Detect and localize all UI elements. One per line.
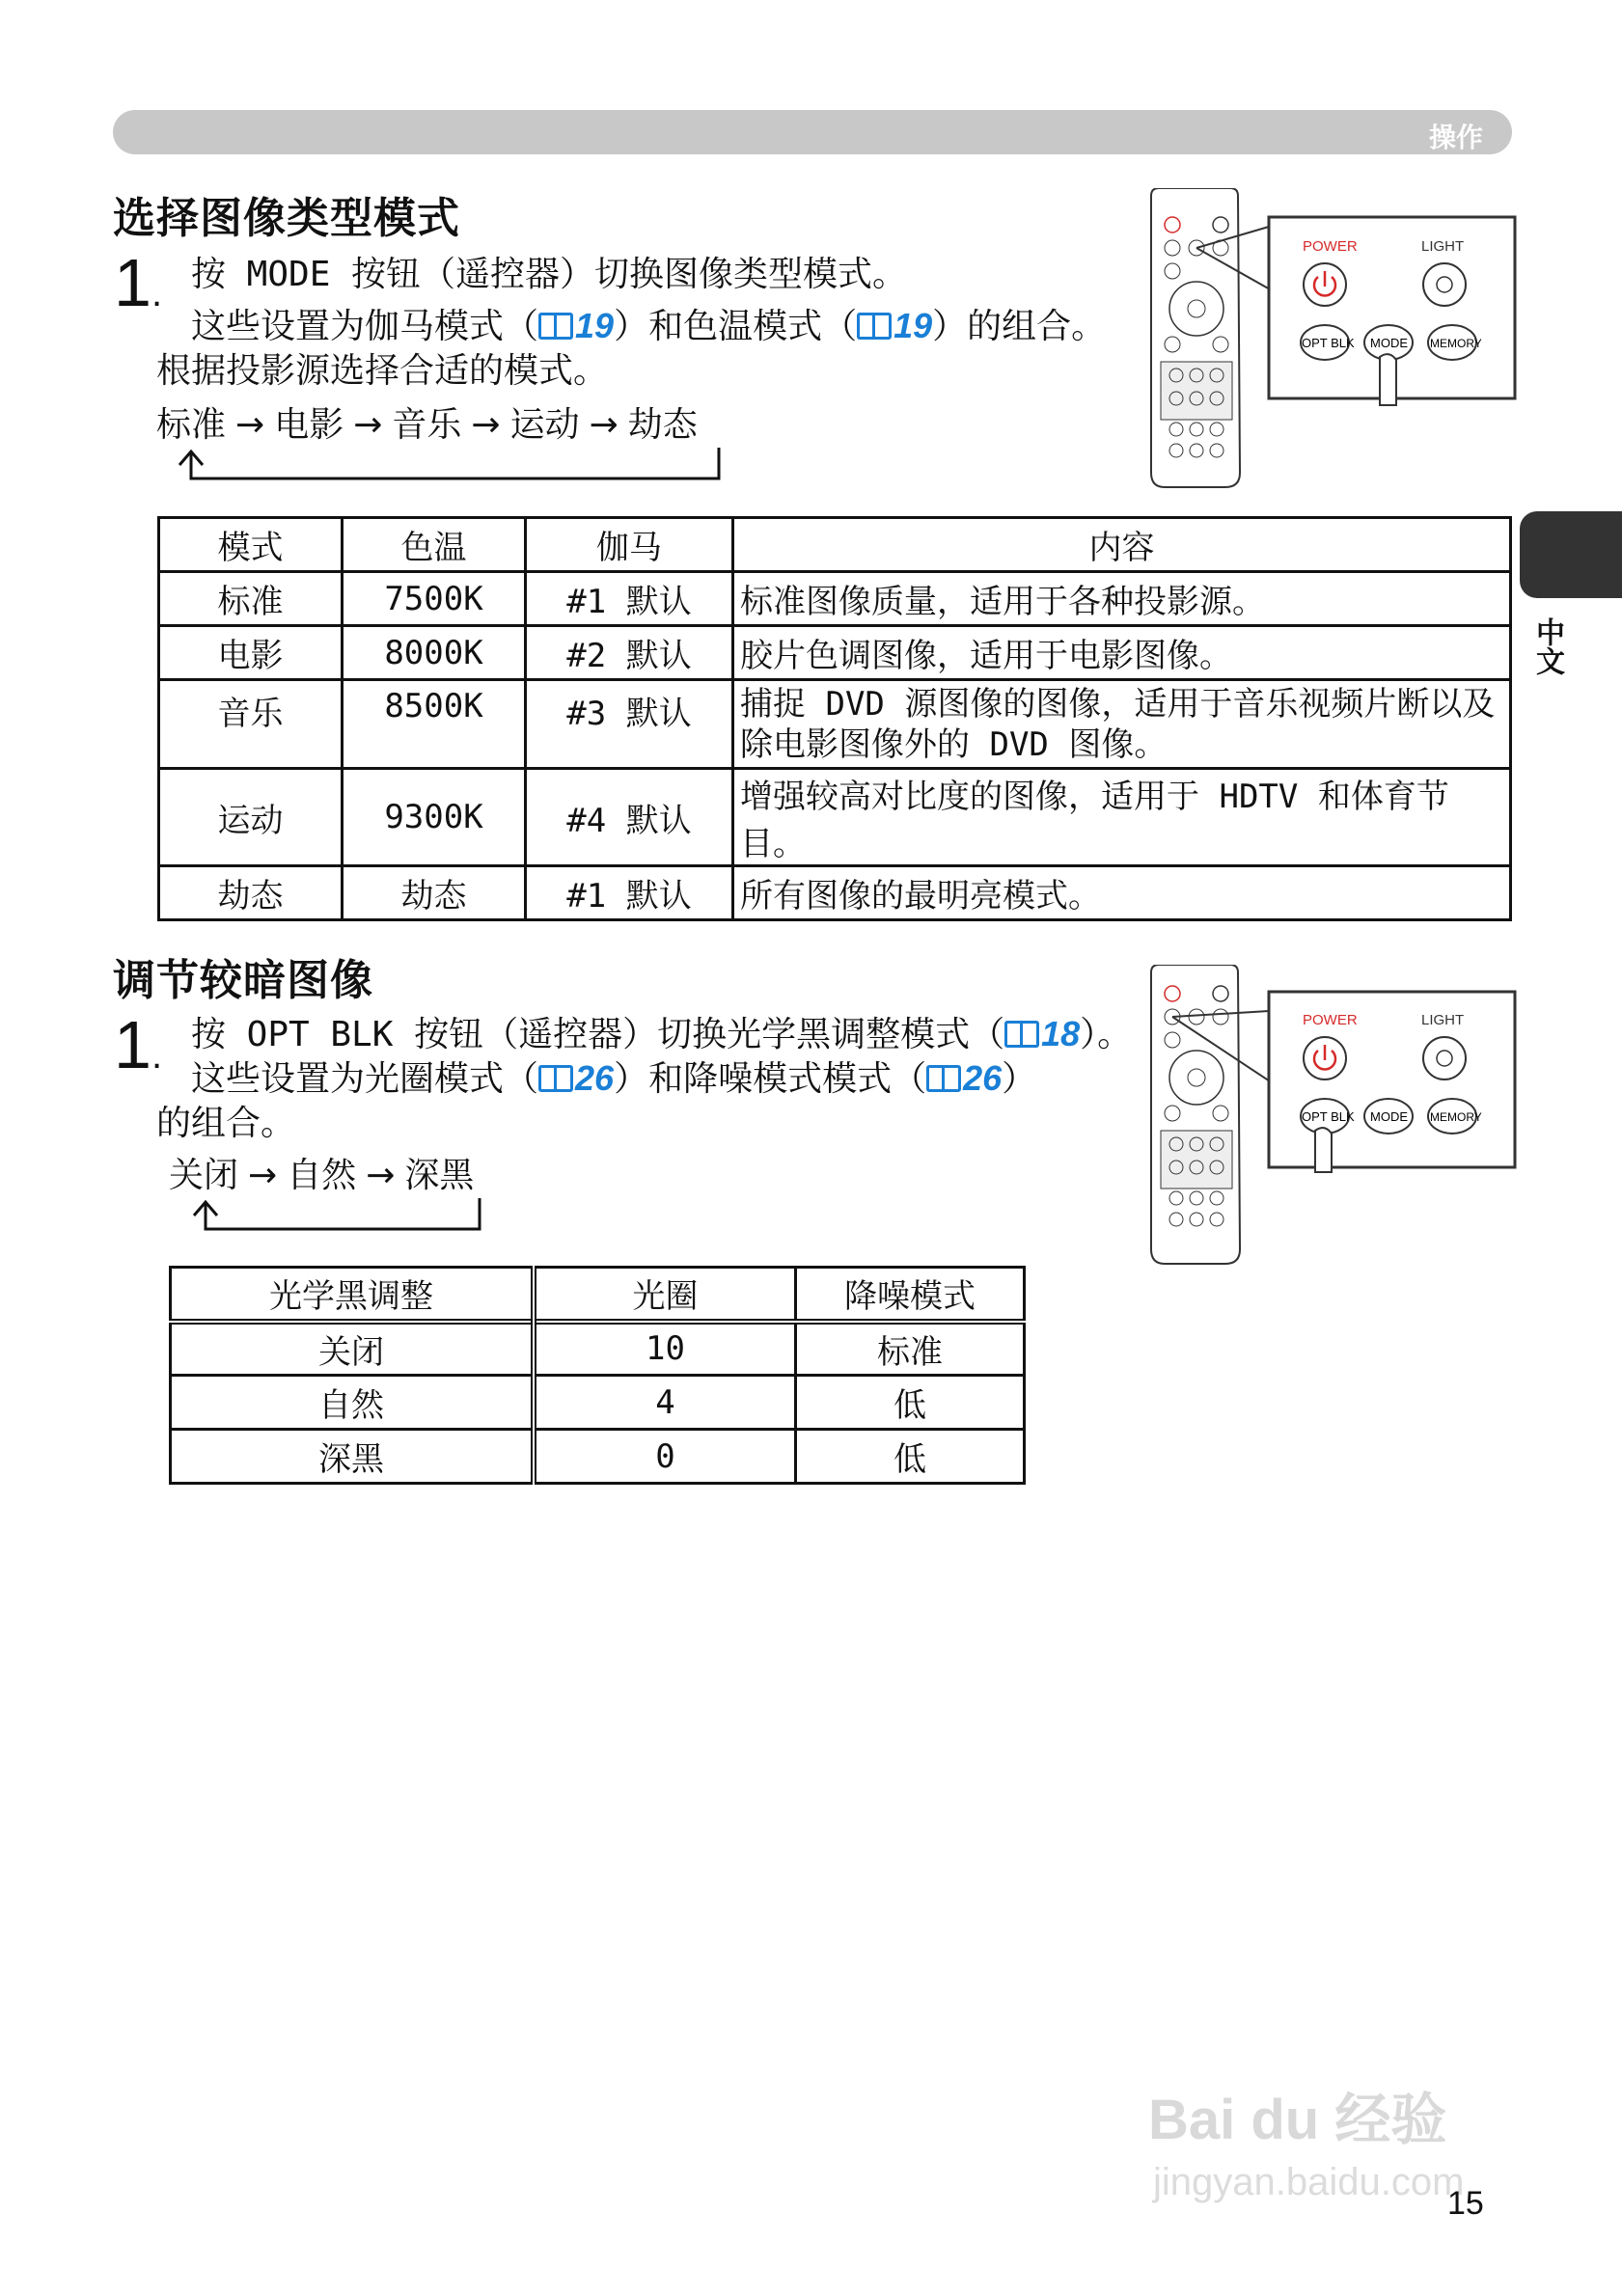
cycle-return-arrow-icon xyxy=(174,446,724,486)
table-cell: 标准 xyxy=(796,1322,1025,1376)
arrow-right-icon: → xyxy=(471,405,501,445)
section1-line2: 这些设置为伽马模式（ 19）和色温模式（ 19）的组合。 xyxy=(191,306,1107,346)
table-cell: 胶片色调图像，适用于电影图像。 xyxy=(733,626,1511,680)
table-row xyxy=(159,572,1511,626)
table-cell: 8000K xyxy=(343,626,526,680)
table-cell: #1 默认 xyxy=(526,572,733,626)
remote-control-icon xyxy=(1151,965,1240,1264)
table-row xyxy=(171,1322,1025,1376)
book-icon xyxy=(1004,1021,1039,1048)
table-cell: #4 默认 xyxy=(526,769,733,866)
sequence-item: 关闭 xyxy=(169,1156,239,1195)
section2-title: 调节较暗图像 xyxy=(113,956,373,1005)
section1-step-number: 1. xyxy=(114,245,163,320)
table-cell: 运动 xyxy=(159,769,343,866)
remote-illustration-mode xyxy=(1143,188,1520,497)
section2-step-number: 1. xyxy=(114,1007,163,1082)
table-cell: 标准图像质量，适用于各种投影源。 xyxy=(733,572,1511,626)
sequence-item: 标准 xyxy=(156,405,227,445)
sequence-item: 劫态 xyxy=(627,405,698,445)
remote-closeup-panel xyxy=(1269,992,1515,1172)
remote-closeup-panel xyxy=(1269,217,1515,405)
book-icon xyxy=(538,1065,573,1092)
memory-label: MEMORY xyxy=(1430,1110,1482,1124)
mode-label: MODE xyxy=(1370,336,1408,350)
section1-title: 选择图像类型模式 xyxy=(113,194,460,243)
table-row xyxy=(159,769,1511,866)
header-label: 操作 xyxy=(1428,122,1483,153)
table-cell: 电影 xyxy=(159,626,343,680)
section2-sequence xyxy=(169,1148,474,1197)
book-icon xyxy=(926,1065,961,1092)
remote-control-icon xyxy=(1151,188,1240,487)
table-header-row xyxy=(171,1268,1025,1322)
table-cell: 10 xyxy=(534,1322,796,1376)
page-ref-link[interactable]: 19 xyxy=(893,306,933,345)
book-icon xyxy=(857,313,892,340)
page-number: 15 xyxy=(1447,2185,1484,2222)
arrow-right-icon: → xyxy=(248,1156,278,1195)
table-cell: 关闭 xyxy=(171,1322,535,1376)
table-header: 伽马 xyxy=(526,518,733,572)
table-header: 光圈 xyxy=(534,1268,796,1322)
book-icon xyxy=(538,313,573,340)
table-cell: 劫态 xyxy=(343,866,526,920)
section1-line1: 按 MODE 按钮（遥控器）切换图像类型模式。 xyxy=(191,255,908,294)
section2-line3: 的组合。 xyxy=(156,1104,296,1143)
table-cell: 7500K xyxy=(343,572,526,626)
memory-label: MEMORY xyxy=(1430,337,1482,350)
section2-line1: 按 OPT BLK 按钮（遥控器）切换光学黑调整模式（ 18）。 xyxy=(191,1014,1133,1054)
arrow-right-icon: → xyxy=(235,405,265,445)
table-row xyxy=(171,1376,1025,1430)
table-cell: 捕捉 DVD 源图像的图像，适用于音乐视频片断以及除电影图像外的 DVD 图像。 xyxy=(733,680,1511,769)
sequence-item: 自然 xyxy=(287,1156,357,1195)
table-row xyxy=(159,626,1511,680)
table-cell: 深黑 xyxy=(171,1430,535,1484)
power-label: POWER xyxy=(1303,1012,1358,1028)
sequence-item: 运动 xyxy=(509,405,580,445)
table-header-row xyxy=(159,518,1511,572)
remote-illustration-opt-blk xyxy=(1143,965,1520,1273)
section2-line2: 这些设置为光圈模式（ 26）和降噪模式模式（ 26） xyxy=(191,1058,1037,1099)
picture-mode-table xyxy=(157,516,1512,921)
page-ref-link[interactable]: 18 xyxy=(1041,1014,1081,1053)
watermark-url: jingyan.baidu.com xyxy=(1153,2161,1465,2203)
table-cell: 0 xyxy=(534,1430,796,1484)
table-cell: #2 默认 xyxy=(526,626,733,680)
table-header: 色温 xyxy=(343,518,526,572)
section1-sequence xyxy=(156,397,698,447)
page-ref-link[interactable]: 26 xyxy=(575,1058,615,1098)
sequence-item: 电影 xyxy=(274,405,344,445)
light-label: LIGHT xyxy=(1421,1012,1465,1028)
section1-line3: 根据投影源选择合适的模式。 xyxy=(156,351,609,391)
finger-pointer-icon xyxy=(1380,354,1396,405)
table-cell: 劫态 xyxy=(159,866,343,920)
table-row xyxy=(171,1430,1025,1484)
table-header: 光学黑调整 xyxy=(171,1268,535,1322)
table-cell: 所有图像的最明亮模式。 xyxy=(733,866,1511,920)
sequence-item: 深黑 xyxy=(404,1156,475,1195)
opt-blk-label: OPT BLK xyxy=(1302,1109,1355,1124)
arrow-right-icon: → xyxy=(366,1156,396,1195)
table-cell: 9300K xyxy=(343,769,526,866)
finger-pointer-icon xyxy=(1315,1128,1332,1172)
power-label: POWER xyxy=(1303,238,1358,255)
arrow-right-icon: → xyxy=(589,405,619,445)
table-cell: 低 xyxy=(796,1376,1025,1430)
table-cell: 自然 xyxy=(171,1376,535,1430)
table-row xyxy=(159,680,1511,769)
page-ref-link[interactable]: 19 xyxy=(575,306,615,345)
arrow-right-icon: → xyxy=(353,405,383,445)
table-cell: 标准 xyxy=(159,572,343,626)
table-cell: 4 xyxy=(534,1376,796,1430)
table-cell: 8500K xyxy=(343,680,526,769)
table-cell: 低 xyxy=(796,1430,1025,1484)
header-bar xyxy=(113,110,1512,154)
table-header: 内容 xyxy=(733,518,1511,572)
table-cell: #3 默认 xyxy=(526,680,733,769)
table-cell: 音乐 xyxy=(159,680,343,769)
language-tab-label: 中文 xyxy=(1530,617,1564,675)
cycle-return-arrow-icon xyxy=(188,1196,487,1237)
watermark-brand: Bai du 经验 xyxy=(1148,2089,1447,2151)
optical-black-table xyxy=(169,1266,1026,1485)
opt-blk-label: OPT BLK xyxy=(1302,336,1355,350)
table-cell: 增强较高对比度的图像，适用于 HDTV 和体育节目。 xyxy=(733,769,1511,866)
mode-label: MODE xyxy=(1370,1109,1408,1124)
table-header: 模式 xyxy=(159,518,343,572)
table-row xyxy=(159,866,1511,920)
sequence-item: 音乐 xyxy=(392,405,462,445)
page-ref-link[interactable]: 26 xyxy=(963,1058,1003,1098)
light-label: LIGHT xyxy=(1421,238,1465,255)
table-header: 降噪模式 xyxy=(796,1268,1025,1322)
table-cell: #1 默认 xyxy=(526,866,733,920)
language-tab xyxy=(1520,511,1622,598)
